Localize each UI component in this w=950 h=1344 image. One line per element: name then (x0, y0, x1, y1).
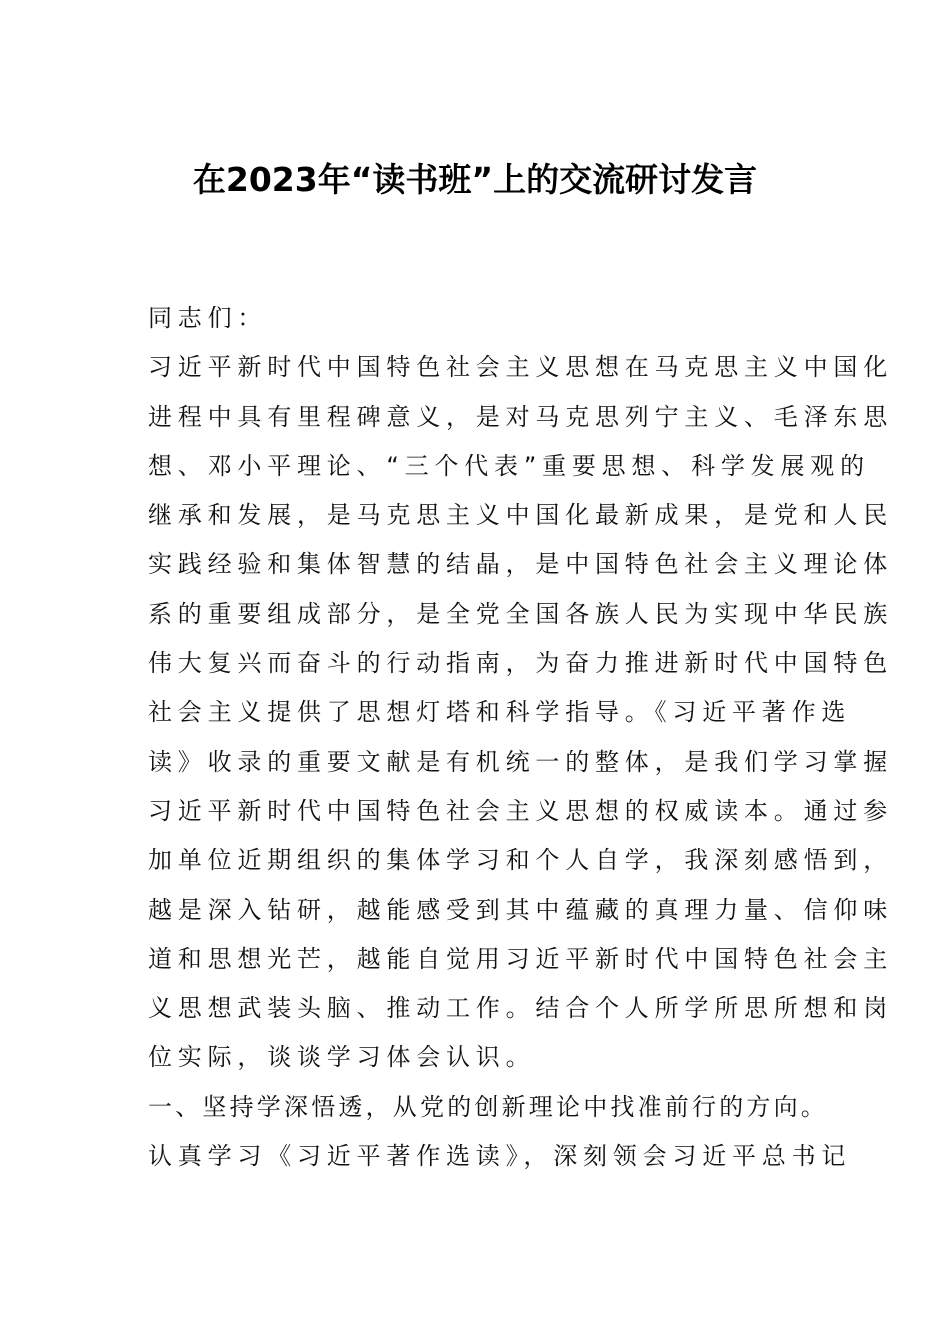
body-line: 义思想武装头脑、推动工作。结合个人所学所思所想和岗 (148, 994, 893, 1023)
body-line: 伟大复兴而奋斗的行动指南，为奋力推进新时代中国特色 (148, 649, 893, 678)
document-title: 在2023年“读书班”上的交流研讨发言 (192, 160, 758, 199)
salutation-line: 同志们： (148, 304, 268, 332)
body-line: 位实际，谈谈学习体会认识。 (148, 1043, 536, 1072)
section-heading-line: 一、坚持学深悟透，从党的创新理论中找准前行的方向。 (148, 1092, 828, 1121)
body-line: 进程中具有里程碑意义，是对马克思列宁主义、毛泽东思 (148, 402, 893, 431)
body-line: 系的重要组成部分，是全党全国各族人民为实现中华民族 (148, 599, 893, 628)
body-line: 想、邓小平理论、“三个代表”重要思想、科学发展观的 (148, 451, 870, 480)
body-line: 道和思想光芒，越能自觉用习近平新时代中国特色社会主 (148, 944, 893, 973)
body-line: 越是深入钻研，越能感受到其中蕴藏的真理力量、信仰味 (148, 895, 893, 924)
body-line: 习近平新时代中国特色社会主义思想在马克思主义中国化 (148, 353, 893, 382)
document-body (148, 294, 893, 1181)
body-line: 读》收录的重要文献是有机统一的整体，是我们学习掌握 (148, 747, 893, 776)
body-line: 继承和发展，是马克思主义中国化最新成果，是党和人民 (148, 501, 893, 530)
body-line: 社会主义提供了思想灯塔和科学指导。《习近平著作选 (148, 698, 852, 727)
body-line: 习近平新时代中国特色社会主义思想的权威读本。通过参 (148, 796, 893, 825)
body-line: 认真学习《习近平著作选读》，深刻领会习近平总书记 (148, 1142, 852, 1171)
body-line: 加单位近期组织的集体学习和个人自学，我深刻感悟到， (148, 846, 893, 875)
body-line: 实践经验和集体智慧的结晶，是中国特色社会主义理论体 (148, 550, 893, 579)
